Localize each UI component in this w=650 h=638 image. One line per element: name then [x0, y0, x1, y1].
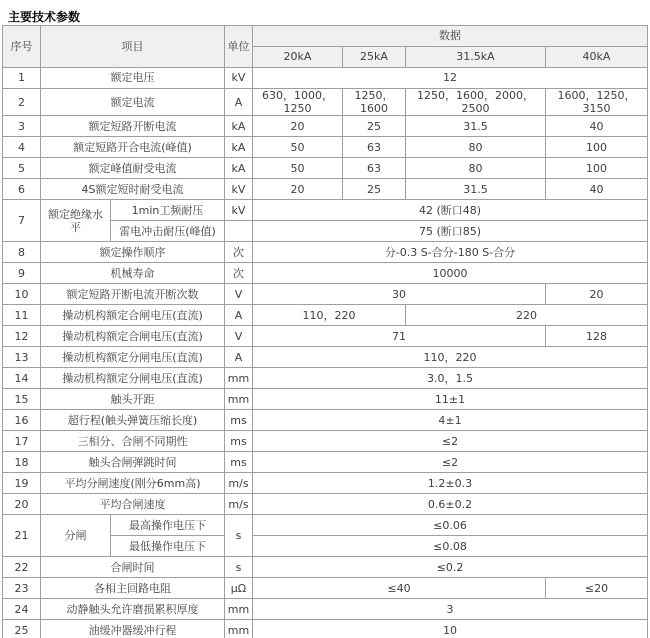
item-label-cell: 额定峰值耐受电流 — [41, 158, 225, 179]
unit-cell: A — [225, 89, 253, 116]
value-cell: 100 — [546, 158, 648, 179]
column-header-seq: 序号 — [3, 26, 41, 68]
value-cell: ≤40 — [253, 578, 546, 599]
row-seq-cell: 11 — [3, 305, 41, 326]
row-seq-cell: 7 — [3, 200, 41, 242]
item-label-cell: 触头开距 — [41, 389, 225, 410]
value-cell: 0.6±0.2 — [253, 494, 648, 515]
value-cell: 40 — [546, 116, 648, 137]
item-label-cell: 额定电压 — [41, 68, 225, 89]
value-cell: 11±1 — [253, 389, 648, 410]
value-cell: 10 — [253, 620, 648, 638]
unit-cell: kA — [225, 137, 253, 158]
value-cell: 30 — [253, 284, 546, 305]
item-label-cell: 额定操作顺序 — [41, 242, 225, 263]
value-cell: 31.5 — [406, 179, 546, 200]
item-sublabel-cell: 1min工频耐压 — [111, 200, 225, 221]
table-row — [3, 89, 648, 116]
row-seq-cell: 16 — [3, 410, 41, 431]
item-label-cell: 油缓冲器缓冲行程 — [41, 620, 225, 638]
row-seq-cell: 22 — [3, 557, 41, 578]
value-cell: 40 — [546, 179, 648, 200]
unit-cell: s — [225, 515, 253, 557]
column-header-31-5ka: 31.5kA — [406, 47, 546, 68]
unit-cell: μΩ — [225, 578, 253, 599]
table-row — [3, 368, 648, 389]
item-label-cell: 动静触头允许磨损累积厚度 — [41, 599, 225, 620]
row-seq-cell: 25 — [3, 620, 41, 638]
item-label-cell: 额定绝缘水平 — [41, 200, 111, 242]
item-label-cell: 超行程(触头弹簧压缩长度) — [41, 410, 225, 431]
row-seq-cell: 18 — [3, 452, 41, 473]
table-row — [3, 494, 648, 515]
item-label-cell: 额定电流 — [41, 89, 225, 116]
value-cell: 4±1 — [253, 410, 648, 431]
table-row — [3, 242, 648, 263]
table-row — [3, 452, 648, 473]
row-seq-cell: 5 — [3, 158, 41, 179]
item-label-cell: 机械寿命 — [41, 263, 225, 284]
row-seq-cell: 6 — [3, 179, 41, 200]
table-row — [3, 26, 648, 47]
value-cell: 110，220 — [253, 305, 406, 326]
row-seq-cell: 2 — [3, 89, 41, 116]
row-seq-cell: 19 — [3, 473, 41, 494]
row-seq-cell: 10 — [3, 284, 41, 305]
value-cell: 20 — [253, 179, 343, 200]
unit-cell: mm — [225, 389, 253, 410]
item-label-cell: 触头合闸弹跳时间 — [41, 452, 225, 473]
row-seq-cell: 14 — [3, 368, 41, 389]
unit-cell: kA — [225, 116, 253, 137]
table-row — [3, 137, 648, 158]
value-cell: 12 — [253, 68, 648, 89]
unit-cell: ms — [225, 410, 253, 431]
value-cell: ≤0.08 — [253, 536, 648, 557]
row-seq-cell: 3 — [3, 116, 41, 137]
item-sublabel-cell: 雷电冲击耐压(峰值) — [111, 221, 225, 242]
unit-cell: V — [225, 284, 253, 305]
item-label-cell: 操动机构额定合闸电压(直流) — [41, 326, 225, 347]
item-label-cell: 操动机构额定分闸电压(直流) — [41, 347, 225, 368]
unit-cell: mm — [225, 620, 253, 638]
value-cell: 100 — [546, 137, 648, 158]
table-row — [3, 305, 648, 326]
value-cell: 1600，1250，3150 — [546, 89, 648, 116]
table-row — [3, 326, 648, 347]
page-title: 主要技术参数 — [8, 10, 81, 24]
row-seq-cell: 20 — [3, 494, 41, 515]
value-cell: 3.0，1.5 — [253, 368, 648, 389]
value-cell: ≤20 — [546, 578, 648, 599]
item-label-cell: 三相分、合闸不同期性 — [41, 431, 225, 452]
row-seq-cell: 1 — [3, 68, 41, 89]
unit-cell: 次 — [225, 263, 253, 284]
unit-cell — [225, 221, 253, 242]
table-row — [3, 515, 648, 536]
value-cell: 63 — [343, 158, 406, 179]
row-seq-cell: 4 — [3, 137, 41, 158]
unit-cell: kV — [225, 68, 253, 89]
value-cell: 630，1000，1250 — [253, 89, 343, 116]
unit-cell: 次 — [225, 242, 253, 263]
item-sublabel-cell: 最高操作电压下 — [111, 515, 225, 536]
unit-cell: mm — [225, 599, 253, 620]
row-seq-cell: 8 — [3, 242, 41, 263]
value-cell: 128 — [546, 326, 648, 347]
value-cell: ≤2 — [253, 452, 648, 473]
column-header-20ka: 20kA — [253, 47, 343, 68]
item-label-cell: 平均合闸速度 — [41, 494, 225, 515]
value-cell: 1250，1600 — [343, 89, 406, 116]
unit-cell: V — [225, 326, 253, 347]
row-seq-cell: 9 — [3, 263, 41, 284]
column-header-40ka: 40kA — [546, 47, 648, 68]
value-cell: 50 — [253, 137, 343, 158]
unit-cell: kA — [225, 158, 253, 179]
column-header-25ka: 25kA — [343, 47, 406, 68]
value-cell: 220 — [406, 305, 648, 326]
value-cell: 20 — [253, 116, 343, 137]
item-label-cell: 分闸 — [41, 515, 111, 557]
item-label-cell: 4S额定短时耐受电流 — [41, 179, 225, 200]
item-label-cell: 额定短路开断电流开断次数 — [41, 284, 225, 305]
table-row — [3, 200, 648, 221]
value-cell: 71 — [253, 326, 546, 347]
table-row — [3, 68, 648, 89]
value-cell: 80 — [406, 158, 546, 179]
value-cell: 1.2±0.3 — [253, 473, 648, 494]
table-row — [3, 431, 648, 452]
unit-cell: A — [225, 347, 253, 368]
table-row — [3, 284, 648, 305]
row-seq-cell: 23 — [3, 578, 41, 599]
value-cell: 42 (断口48) — [253, 200, 648, 221]
item-label-cell: 各相主回路电阻 — [41, 578, 225, 599]
unit-cell: m/s — [225, 473, 253, 494]
value-cell: 25 — [343, 179, 406, 200]
table-row — [3, 389, 648, 410]
unit-cell: m/s — [225, 494, 253, 515]
value-cell: 50 — [253, 158, 343, 179]
item-label-cell: 操动机构额定分闸电压(直流) — [41, 368, 225, 389]
value-cell: 75 (断口85) — [253, 221, 648, 242]
table-row — [3, 473, 648, 494]
row-seq-cell: 13 — [3, 347, 41, 368]
value-cell: ≤0.06 — [253, 515, 648, 536]
item-label-cell: 额定短路开断电流 — [41, 116, 225, 137]
column-header-item: 项目 — [41, 26, 225, 68]
row-seq-cell: 12 — [3, 326, 41, 347]
item-sublabel-cell: 最低操作电压下 — [111, 536, 225, 557]
table-row — [3, 263, 648, 284]
tech-params-table — [2, 25, 648, 638]
table-body — [3, 26, 648, 638]
value-cell: 110，220 — [253, 347, 648, 368]
value-cell: 20 — [546, 284, 648, 305]
table-row — [3, 179, 648, 200]
row-seq-cell: 24 — [3, 599, 41, 620]
unit-cell: kV — [225, 200, 253, 221]
unit-cell: ms — [225, 452, 253, 473]
value-cell: 10000 — [253, 263, 648, 284]
unit-cell: ms — [225, 431, 253, 452]
value-cell: 25 — [343, 116, 406, 137]
row-seq-cell: 21 — [3, 515, 41, 557]
value-cell: ≤2 — [253, 431, 648, 452]
unit-cell: kV — [225, 179, 253, 200]
value-cell: ≤0.2 — [253, 557, 648, 578]
table-row — [3, 116, 648, 137]
value-cell: 63 — [343, 137, 406, 158]
unit-cell: mm — [225, 368, 253, 389]
item-label-cell: 操动机构额定合闸电压(直流) — [41, 305, 225, 326]
item-label-cell: 平均分闸速度(刚分6mm高) — [41, 473, 225, 494]
value-cell: 1250，1600，2000，2500 — [406, 89, 546, 116]
unit-cell: A — [225, 305, 253, 326]
value-cell: 3 — [253, 599, 648, 620]
table-row — [3, 578, 648, 599]
table-row — [3, 620, 648, 638]
value-cell: 31.5 — [406, 116, 546, 137]
column-header-unit: 单位 — [225, 26, 253, 68]
table-row — [3, 557, 648, 578]
row-seq-cell: 17 — [3, 431, 41, 452]
column-header-data: 数据 — [253, 26, 648, 47]
value-cell: 80 — [406, 137, 546, 158]
table-row — [3, 347, 648, 368]
item-label-cell: 合闸时间 — [41, 557, 225, 578]
row-seq-cell: 15 — [3, 389, 41, 410]
value-cell: 分-0.3 S-合分-180 S-合分 — [253, 242, 648, 263]
table-row — [3, 410, 648, 431]
table-row — [3, 599, 648, 620]
unit-cell: s — [225, 557, 253, 578]
item-label-cell: 额定短路开合电流(峰值) — [41, 137, 225, 158]
table-row — [3, 158, 648, 179]
